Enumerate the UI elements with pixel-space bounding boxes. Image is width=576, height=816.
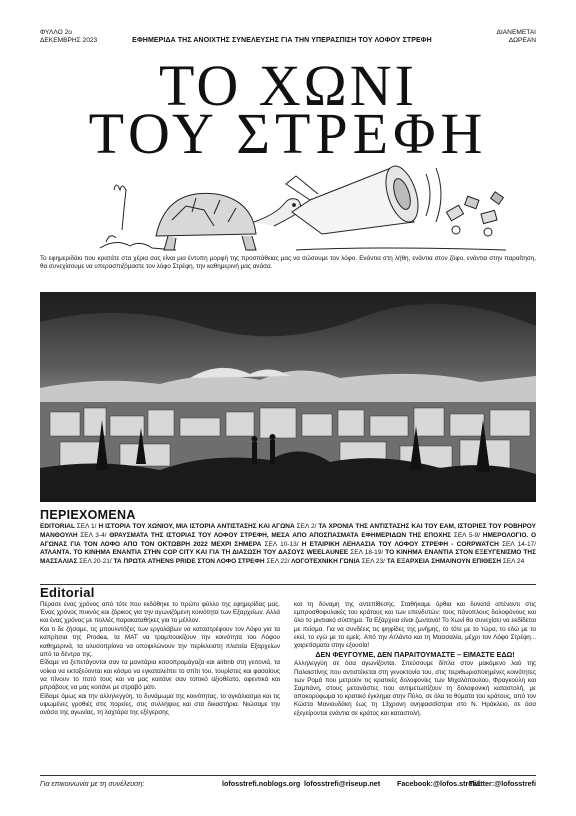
contents-item-page: ΣΕΛ 1/: [76, 523, 97, 530]
masthead-line-1: ΤΟ ΧΩΝΙ: [159, 53, 417, 118]
distribution-line-1: ΔΙΑΝΕΜΕΤΑΙ: [496, 29, 536, 36]
page-header: [40, 29, 536, 51]
contents-item-title: Η ΕΤΑΙΡΙΚΗ ΛΕΗΛΑΣΙΑ ΤΟΥ ΛΟΦΟΥ ΣΤΡΕΦΗ - CORPWATCH: [301, 540, 499, 548]
contents-item-title: Η ΙΣΤΟΡΙΑ ΤΟΥ ΧΩΝΙΟΥ, ΜΙΑ ΙΣΤΟΡΙΑ ΑΝΤΙΣΤΑΣΗΣ ΚΑΙ ΑΓΩΝΑ: [98, 523, 295, 530]
contact-label: Για επικοινωνία με τη συνέλευση:: [40, 779, 145, 788]
contents-item-page: ΣΕΛ 20-21/: [79, 558, 112, 566]
facebook-link[interactable]: Facebook:@lofos.strefi1: [397, 779, 481, 788]
contents-item-page: ΣΕΛ 18-19/: [350, 549, 384, 557]
contents-item-page: ΣΕΛ 23/: [361, 558, 385, 566]
contents-item-title: ΑΤΛΑΝΤΑ. ΤΟ ΚΙΝΗΜΑ ΕΝΑΝΤΙΑ ΣΤΗΝ COP CITY ΚΑΙ ΓΙΑ ΤΗ ΔΙΑΣΩΣΗ ΤΟΥ ΔΑΣΟΥΣ WEELAUNEE: [40, 549, 349, 557]
editorial-paragraph: και τη δύναμη της αντεπίθεσης. Σταθήκαμε όρθια και δυνατά απέναντι στις εμπροσθοφυλακές του κράτους και των επενδυτών: τους πάνοπλους δολοφόνους και όλο το μιντιακό σύστημα. Τα Εξάρχεια είναι ζωντανά! Το Χωνί θα συνεχίσει να εκδίδεται με πείσμα. Για να συνδέεις τις ψηφίδες της μνήμης, το τότε με το τώρα, το εδώ με το εκεί, το εγώ με το εμείς. Από την Ατλάντα και τη Μασσαλία, μέχρι τον Λόφο Στρέφη... χαιρετίσματα στην εξουσία!: [294, 601, 536, 650]
issue-date: ΔΕΚΕΜΒΡΗΣ 2023: [40, 37, 98, 44]
intro-paragraph: Το εφημεριδάκι που κρατάτε στα χέρια σας είναι μια έντυπη μορφή της προσπάθειας μας να σώσουμε τον λόφο. Ενάντια στη λήθη, ενάντια στον ζόφο, ενάντια στην παραίτηση, θα συνεχίσουμε να υπερασπιζόμαστε τον λόφο Στρέφη, την καθημερινή μας ανάσα.: [40, 255, 536, 271]
masthead-line-2: ΤΟΥ ΣΤΡΕΦΗ: [88, 101, 488, 166]
contents-item-page: ΣΕΛ 3-4/: [80, 531, 107, 539]
contents-item-title: ΛΟΓΟΤΕΧΝΙΚΗ ΓΩΝΙΑ: [291, 558, 360, 566]
contents-item-page: ΣΕΛ 14-17/: [502, 540, 536, 548]
contents-item-title: ΘΡΑΥΣΜΑΤΑ ΤΗΣ ΙΣΤΟΡΙΑΣ ΤΟΥ ΛΟΦΟΥ ΣΤΡΕΦΗ, ΜΕΣΑ ΑΠΟ ΑΠΟΣΠΑΣΜΑΤΑ ΕΦΗΜΕΡΙΔΩΝ ΤΗΣ ΕΠΟΧΗΣ: [109, 531, 452, 539]
contents-item-title: ΤΑ ΠΡΩΤΑ ATHENS PRIDE ΣΤΟΝ ΛΟΦΟ ΣΤΡΕΦΗ: [113, 558, 265, 566]
contents-item-title: ΤΑ ΕΞΑΡΧΕΙΑ ΣΗΜΑΙΝΟΥΝ ΕΠΙΘΕΣΗ: [386, 558, 502, 566]
email-link[interactable]: lofosstrefi@riseup.net: [304, 779, 381, 788]
contents-item-page: ΣΕΛ 5-9/: [453, 531, 481, 539]
editorial-column-1: [40, 601, 280, 718]
editorial-paragraph: Είδαμε να ξεπετάγονται σαν τα μανιτάρια κιτσοπρομάγαζα και airbnb στη γειτονιά, τα νοίκια να εκτοξεύονται και κόσμο να εγκαταλείπει το σπίτι του, τουρίστες και φασαίους να πίνουν το ποτό τους και να μας κοιτάνε σαν τοπικό αξιοθέατο, αφεντικά και μπράβους να μας κοιτάνε με στραβό μάτι.: [40, 659, 280, 692]
contents-item-title: ΤΟ ΚΙΝΗΜΑ ΕΝΑΝΤΙΑ ΣΤΟΝ ΕΞΕΥΓΕΝΙΣΜΟ ΤΗΣ ΜΑΣΣΑΛΙΑΣ: [40, 549, 537, 566]
footer-divider: [40, 775, 536, 776]
distribution-line-2: ΔΩΡΕΑΝ: [508, 37, 536, 44]
contents-item-title: ΗΜΕΡΟΛΟΓΙΟ. Ο ΑΓΩΝΑΣ ΓΙΑ ΤΟΝ ΛΟΦΟ ΑΠΟ ΤΟΝ ΟΚΤΩΒΡΗ 2022 ΜΕΧΡΙ ΣΗΜΕΡΑ: [40, 531, 537, 548]
issue-number: ΦΥΛΛΟ 2ο: [40, 29, 72, 36]
editorial-paragraph: Αλληλεγγύη σε όσα αγωνίζονται. Σπεύσουμε δίπλα στον μακόμενο λαό της Παλαιστίνης που αντιστέκεται στη γενοκτονία του, στις περιθωριοποιημένες κοινότητες των Ρομά που μετρούν τις κρατικές δολοφονίες των Μιχαλόπουλου, Φραγκούλη και Σαμπάνη, στους μετανάστες που αντιμετωπίζουν τη δολοφονική καταστολή, με αποκορύφωμα το κρατικό έγκλημα στην Πύλο, σε όλα τα θύματα του κράτους, από τον Κώστα Μανιουδάκη έως τη 13χρονη ανηφασσίστρια στο Ν. Ηράκλειο, σε όσα εξεγείρονται ενάντια σε κράτος και καταστολή.: [294, 660, 536, 717]
issue-info: [40, 29, 97, 45]
contents-item-title: ΤΑ ΧΡΟΝΙΑ ΤΗΣ ΑΝΤΙΣΤΑΣΗΣ ΚΑΙ ΤΟΥ ΕΑΜ, ΙΣΤΟΡΙΕΣ ΤΟΥ ΡΟΒΗΡΟΥ ΜΑΝΘΟΥΛΗ: [40, 523, 537, 539]
distribution-note: [497, 29, 536, 45]
editorial-heading: Editorial: [40, 585, 95, 600]
contents-item-page: ΣΕΛ 10-13/: [264, 540, 299, 548]
contents-item-page: ΣΕΛ 22/: [266, 558, 290, 566]
editorial-paragraph: Είδαμε όμως και την αλληλεγγύη, το δυνάμωμα της κοινότητας, το αγκάλιασμα και τις υψωμένες γροθιές στις πορείες, στις συλλήψεις και στα δικαστήρια. Νιώσαμε την ανάσα της αγωνίας, τη λαχτάρα της εξέγερσης: [40, 692, 280, 717]
editorial-paragraph: Και τι δε ζήσαμε, τις μπουλντόζες των εργολάβων να καταστρέφουν τον Λόφο για τα καπρίτσια της Prodea, τα ΜΑΤ να τραμπουκίζουν την κοινότητα του Λόφου καθημερινά, τα αλυσοπρίονα να αποψιλώνουν την περίκλειστη πλατεία Εξαρχείων από τα δέντρα της.: [40, 626, 280, 658]
editorial-slogan: ΔΕΝ ΦΕΥΓΟΥΜΕ, ΔΕΝ ΠΑΡΑΙΤΟΥΜΑΣΤΕ – ΕΙΜΑΣΤΕ ΕΔΩ!: [315, 650, 515, 660]
editorial-column-2: [294, 601, 536, 718]
tagline: ΕΦΗΜΕΡΙΔΑ ΤΗΣ ΑΝΟΙΧΤΗΣ ΣΥΝΕΛΕΥΣΗΣ ΓΙΑ ΤΗΝ ΥΠΕΡΑΣΠΙΣΗ ΤΟΥ ΛΟΦΟΥ ΣΤΡΕΦΗ: [132, 37, 432, 44]
contents-item-page: ΣΕΛ 24: [502, 558, 525, 566]
twitter-link[interactable]: Twitter:@lofosstrefi: [468, 779, 536, 788]
contents-heading: ΠΕΡΙΕΧΟΜΕΝΑ: [40, 508, 136, 522]
blog-link[interactable]: lofosstrefi.noblogs.org: [222, 779, 301, 788]
contents-item-title: EDITORIAL: [40, 523, 75, 530]
editorial-paragraph: Πέρασε ένας χρόνος από τότε που εκδόθηκε το πρώτο φύλλο της εφημερίδας μας. Ένας χρόνος πυκνός και ζόρικος για την αγωνιζόμενη κοινότητα των Εξαρχείων. Αλλά και ένας χρόνος με πολλές παρακαταθήκες για το μέλλον.: [40, 601, 280, 625]
contents-item-page: ΣΕΛ 2/: [296, 523, 317, 530]
tortoise-megaphone-illustration: [96, 150, 510, 256]
city-panorama-image: [40, 292, 536, 502]
contents-list: [40, 523, 536, 567]
